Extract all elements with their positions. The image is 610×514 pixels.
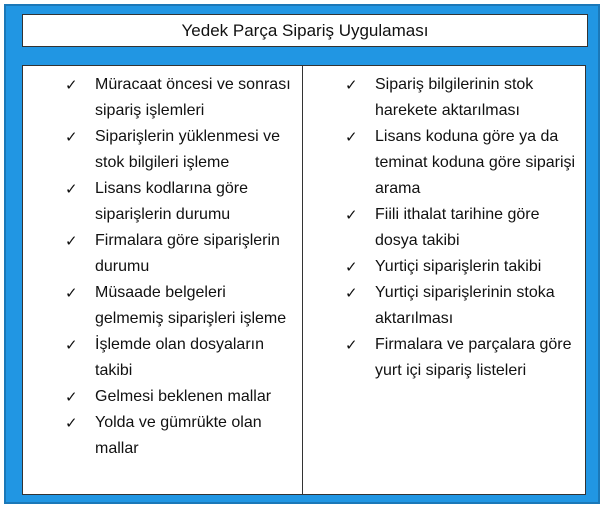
checkmark-icon: ✓ (65, 414, 78, 432)
checkmark-icon: ✓ (345, 206, 358, 224)
checkmark-icon: ✓ (65, 180, 78, 198)
list-item (345, 332, 577, 384)
page-title (22, 14, 588, 47)
list-item-text: Fiili ithalat tarihine göre dosya takibi (375, 206, 540, 249)
checkmark-icon: ✓ (345, 258, 358, 276)
list-item-text: Firmalara göre siparişlerin durumu (95, 232, 280, 275)
list-item (65, 280, 294, 332)
checkmark-icon: ✓ (65, 336, 78, 354)
right-column (303, 66, 585, 494)
list-item (65, 228, 294, 280)
checkmark-icon: ✓ (345, 336, 358, 354)
checkmark-icon: ✓ (65, 128, 78, 146)
list-item-text: Yolda ve gümrükte olan mallar (95, 414, 262, 457)
list-item-text: Müsaade belgeleri gelmemiş siparişleri işleme (95, 284, 287, 327)
list-item-text: Gelmesi beklenen mallar (95, 388, 272, 405)
list-item (65, 332, 294, 384)
left-column (23, 66, 303, 494)
list-item (65, 124, 294, 176)
feature-table (22, 65, 586, 495)
list-item (345, 280, 577, 332)
list-item-text: İşlemde olan dosyaların takibi (95, 336, 264, 379)
checkmark-icon: ✓ (65, 388, 78, 406)
title-text: Yedek Parça Sipariş Uygulaması (181, 20, 429, 40)
list-item-text: Lisans koduna göre ya da teminat koduna göre siparişi arama (375, 128, 576, 197)
checkmark-icon: ✓ (65, 284, 78, 302)
list-item (65, 410, 294, 462)
list-item (65, 72, 294, 124)
list-item-text: Siparişlerin yüklenmesi ve stok bilgileri işleme (95, 128, 280, 171)
list-item (345, 72, 577, 124)
left-list (65, 72, 294, 462)
list-item-text: Firmalara ve parçalara göre yurt içi sipariş listeleri (375, 336, 572, 379)
checkmark-icon: ✓ (65, 232, 78, 250)
list-item-text: Yurtiçi siparişlerinin stoka aktarılması (375, 284, 555, 327)
checkmark-icon: ✓ (345, 76, 358, 94)
list-item-text: Lisans kodlarına göre siparişlerin durumu (95, 180, 248, 223)
list-item-text: Yurtiçi siparişlerin takibi (375, 258, 542, 275)
list-item (65, 176, 294, 228)
checkmark-icon: ✓ (345, 128, 358, 146)
list-item (65, 384, 294, 410)
list-item (345, 124, 577, 202)
list-item-text: Sipariş bilgilerinin stok harekete aktarılması (375, 76, 534, 119)
right-list (345, 72, 577, 384)
list-item (345, 202, 577, 254)
list-item-text: Müracaat öncesi ve sonrası sipariş işlemleri (95, 76, 291, 119)
list-item (345, 254, 577, 280)
checkmark-icon: ✓ (65, 76, 78, 94)
checkmark-icon: ✓ (345, 284, 358, 302)
